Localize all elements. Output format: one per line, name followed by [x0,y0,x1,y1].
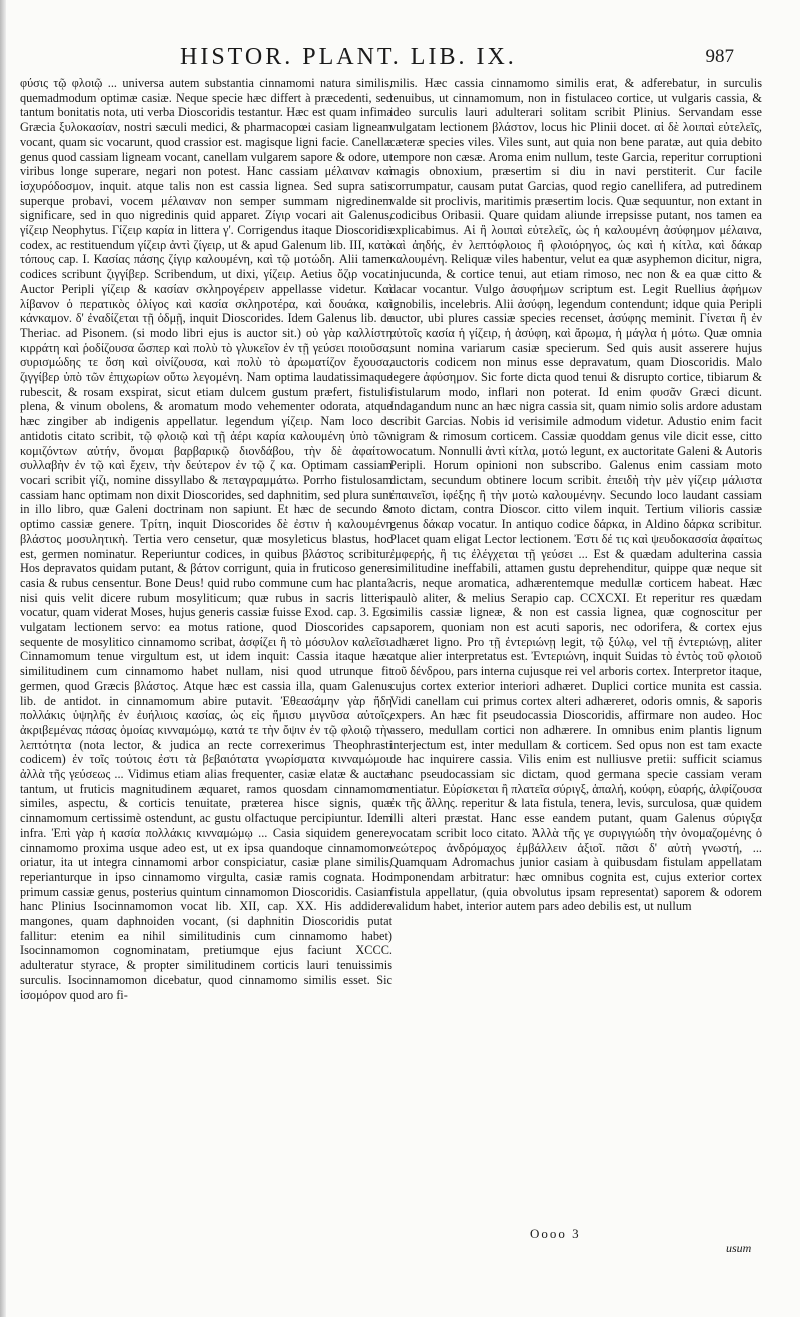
left-text-column [20,76,392,1236]
page-gutter-shadow [0,0,6,1317]
running-title: HISTOR. PLANT. LIB. IX. [180,44,517,70]
left-column-text: φύσις τῷ φλοιῷ ... universa autem substantia cinnamomi natura similis, quemadmodum optimæ casiæ. Neque specie hæc differt à præcedenti, sed tantum bonitatis nota, uti verba Dioscoridis testantur. Hæc est quam infima Græcia ξυλοκασίαν, nostri sæculi medici, & pharmacopœi casiam ligneam vocant, quam sic vocarunt, quod crassior est. magisque ligni facie. Canellæ genus quod cassiam ligneam vocant, canellam vulgarem sapore & odore, ut viribus longe superare, negari non potest. Hanc cassiam μέλαιναν καὶ ἰσχυρόδοσμον, inquit. atque talis non est cassia lignea. Sed supra satis superque probavi, vocem μέλαιναν non semper summam nigredinem significare, sed in quo nigredinis quid apparet. Ζίγιρ vocari ait Galenus, γίζειρ Neophytus. Γίζειρ καρία in littera γ'. Corrigendus itaque Dioscoridis codex, ac restituendum γίζειρ ἀντὶ ζίγειρ, ut & apud Galenum lib. III, κατὰ τόπους cap. I. Κασίας πάσης ζίγιρ καλουμένη, καὶ τῷ μοτώδη. Alii tamen codices scribunt ζιγγίβερ. Scribendum, ut dixi, γίζειρ. Aetius ὄζιρ vocat. Auctor Peripli γίζειρ & κασίαν σκληρογέρειν appellasse videtur. Καὶ λίβανον ὁ περατικὸς ὀλίγος καὶ κασία σκληροτέρα, καὶ δουάκα, καὶ κάνκαμον. δ' ἐναδίζεται τῇ ὀδμῇ, inquit Dioscorides. Idem Galenus lib. de Theriac. ad Pisonem. (si modo libri ejus is auctor sit.) οὐ γὰρ καλλίστη κιρράτη καὶ ῥοδίζουσα ὥσπερ καὶ πολὺ τὸ γλυκεῖον ἐν τῇ γεύσει ποιοῦσα, συρισμώδης τε ὅση καὶ οἰνίζουσα, καὶ πολὺ τὸ ἀρωματίζον ἔχουσα, ζιγγίβερ ὑπὸ τῶν ἐπιχωρίων οὕτω λεγομένη. Nam optima laudatissimaque rubescit, & rosam exspirat, sicut etiam dulcem gustum præfert, fistulis plena, & vinum obolens, & aromatum modo vehementer odorata, atque hæc zingiber ab indigenis appellatur. legendum γίζειρ. Nam loco de antidotis citato scribit, τῷ φλοιῷ καὶ τῇ ἀέρι καρία καλουμένη ὑπὸ τῶν κομιζόντων αὐτήν, ὄνομαι βαρβαρικῷ διονδάβου, τὴν δὲ ἀφαίτον συλλαβὴν ἐν τῷ καὶ ἔχειν, τὴν δεύτερον ἐν τῷ ζ κα. Optimam cassiam vocari scribit γίζι, nomine dissyllabo & πεταγραμμάτω. Porrho fistulosam cassiam hanc optimam non dixit Dioscorides, sed daphnitim, sed plura sunt in illo libro, quæ Galeni doctrinam non sapiunt. Et hæc de secundo & optimo cassiæ genere. Τρίτη, inquit Dioscorides δὲ ἐστιν ἡ καλουμένη βλάστος μοσυλητικὴ. Tertia vero censetur, quæ mosyleticus blastus, hoc est, germen nominatur. Reperiuntur codices, in quibus βλάστος scribitur. Hos depravatos quidam putant, & βάτον corrigunt, quia in fruticoso genere casia & rubus censentur. Bone Deus! quid rubo commune cum hac planta? nisi quis velit dicere rubum mosyliticum; quæ rubus in sacris litteris vocatur, quam viderat Moses, hujus generis cassiæ fuisse Exod. cap. 3. Ego vulgatam lectionem servo: ea motus ratione, quod Dioscorides cap. sequente de mosylitico cinnamomo scribat, ἀσφίζει ἢ τὸ μόσυλον καλεῖσι. Cinnamomum tenue virgultum est, ut idem inquit: Cassia itaque hæc similitudinem cum cinnamomo habet nullam, nisi quod utrunque fit germen, quod Græcis βλάστος. Atque hæc est cassia illa, quam Galenus lib. de antidot. in cinnamomum abire putavit. Ἐθεασάμην γὰρ ἤδη πολλάκις ὑψηλῆς ἐν ἐυήλιοις κασίας, ὡς εἰς ἥμισυ μιγνῦσα αὐτοῖς, ἀκριβεμένας πάσας ὁμοίας κινναμώμῳ, κατά τε τὴν ὄψιν ἐν τῷ φλοιῷ τὴν λεπτότητα (nota lector, & judica an recte correxerimus Theophrasti codicem) ἐν τοῖς τούτοις ἐστι τὰ βεβαιότατα γνωρίσματα κινναμώμου ἀλλὰ τῆς γεύσεως ... Vidimus etiam alias frequenter, casiæ elatæ & auctæ tantum, ut fruticis magnitudinem æquaret, ramos quosdam cinnamomo similes, aspectu, & corticis tenuitate, præterea hisce signis, quæ cinnamomum certissimè ostendunt, ac gustu olfactuque percipiuntur. Idem infra. Ἐπὶ γὰρ ἡ κασία πολλάκις κινναμώμῳ ... Casia siquidem genere, cinnamomo proxima usque adeo est, ut ex ipsa quandoque cinnamomon oriatur, ita ut integra cinnamomi arbor conspiciatur, casiæ plane similis, reperianturque in ipso cinnamomo virgulta, casiæ ramis cognata. Hoc primum cassiæ genus, posterius quintum cinnamomon Dioscoridis. Casiam hanc Plinius Isocinnamomon vocat lib. XII, cap. XX. His addidere mangones, quam daphnoiden vocant, (si daphnitin Dioscoridis putat fallitur: etenim ea nihil similitudinis cum cinnamomo habet) Isocinnamomon cognominatam, pretiumque ejus faciunt XCCC. adulteratur styrace, & propter similitudinem corticis lauri tenuissimis surculis. Isocinnamomon dicebatur, quod cinnamomo similis esset. Sic ἰσομόρον quod aro fi- [20,76,392,1002]
catchword: usum [726,1241,752,1255]
right-column-text: milis. Hæc cassia cinnamomo similis erat, & adferebatur, in surculis tenuibus, ut cinnamomum, non in fistulaceo cortice, ut vulgaris cassia, & ideo surculis lauri adulterari solitam scribit Plinius. Servandam esse vulgatam lectionem βλάστον, locus hic Plinii docet. αἱ δὲ λοιπαὶ εὐτελεῖς, cæteræ species viles. Viles sunt, aut quia non bene paratæ, aut quia debito tempore non cæsæ. Aroma enim nullum, teste Garcia, reperitur corruptioni magis obnoxium, præsertim si diu in navi perstiterit. Cur facile corrumpatur, causam putat Garcias, quod regio canellifera, ad putredinem valde sit proclivis, maritimis præsertim locis. Quæ sequuntur, non extant in codicibus Oribasii. Quare quidam aliunde irrepsisse putant, nos tamen ea explicabimus. Αἱ ἢ λοιπαὶ εὐτελεῖς, ὡς ἡ καλουμένη ἀσύφημον μέλαινα, καὶ ἀηδής, ἐν λεπτόφλοιος ἢ φλοιόρηγος, ὡς καὶ ἡ κίτλα, καὶ δάκαρ καλουμένη. Reliquæ viles habentur, velut ea quæ asyphemon dicitur, nigra, injucunda, & cortice tenui, aut etiam rimoso, nec non & ea quæ citto & dacar vocantur. Vulgo ἀσυφήμων scriptum est. Legit Ruellius ἀφήμων ignobilis, incelebris. Alii ἀσύφη, legendum contendunt; idque quia Peripli auctor, ubi plures cassiæ species recenset, ἀσύφης meminit. Γίνεται ἢ ἐν αὐτοῖς κασία ἡ γίζειρ, ἡ ἀσύφη, καὶ ἄρωμα, ἡ μάγλα ἡ μότω. Quæ omnia sunt nomina variarum casiæ specierum. Sed quis ausit asserere hujus auctoris codicem non minus esse depravatum, quam Dioscoridis. Malo legere ἀφύσημον. Sic forte dicta quod tenui & disrupto cortice, tibiarum & fistularum modo, inflari non poterat. Id enim φυσᾶν Græci dicunt. Indagandum nunc an hæc nigra cassia sit, quam nimio solis ardore adustam scribit Garcias. Nobis id verisimile admodum videtur. Adustio enim facit nigram & rimosum corticem. Cassiæ quoddam genus vile dicit esse, citto vocatum. Nonnulli ἀντὶ κίτλα, μοτώ legunt, ex auctoritate Galeni & Autoris Peripli. Horum opinioni non subscribo. Galenus enim cassiam moto dictam, secundum obtinere locum scribit. ἐπειδὴ τὴν μὲν γίζειρ μάλιστα ἐπαινεῖσι, ἰφέξης ἢ τὴν μοτὼ καλουμένην. Secundo loco laudant cassiam moto dictam, contra Dioscor. citto vilem inquit. Tertium vilioris cassiæ genus δάκαρ vocatur. In antiquo codice δάρκα, in Aldino δάρκα scribitur. Placet quam eligat Lector lectionem. Ἐστι δέ τις καὶ ψευδοκασσία ἀφαίτως ἐμφερής, ἣ τις ἐλέγχεται τῇ γεύσει ... Est & quædam adulterina cassia similitudine ineffabili, attamen gustu deprehenditur, quippe quæ neque sit acris, neque aromatica, adhærentemque medullæ corticem habeat. Hæc paulò aliter, & melius Serapio cap. CCXCXI. Et reperitur res quædam similis cassiæ ligneæ, & non est cassia lignea, quæ cognoscitur per saporem, quoniam non est acuti saporis, nec odorifera, & cortex ejus adhæret ligno. Pro τῇ ἐντεριώνῃ legit, τῷ ξύλῳ, vel τῇ ἐντεριώνῃ, aliter atque alier interpretatus est. Ἐντεριώνη, inquit Suidas τὸ ἐντὸς τοῦ φλοιοῦ τοῦ δένδρου, pars interna cujusque rei vel arboris cortex. Interpretor itaque, cujus cortex exterior interiori adhæret. Duplici cortice munita est cassia. Vidi canellam cui primus cortex alteri adhæreret, odoris omnis, & saporis expers. An hæc fit pseudocassia Dioscoridis, affirmare non audeo. Hoc assero, medullam cortici non adhærere. In omnibus enim plantis lignum interjectum est, inter medullam & corticem. Sed opus non est tam exacte de hac inquirere cassia. Vilis enim est nulliusve pretii: sufficit sciamus hanc pseudocassiam sic dictam, quod germana specie cassiam veram mentiatur. Εὑρίσκεται ἢ πλατεῖα σύριγξ, ἁπαλή, κούφη, εὐαρής, ἀλφίζουσα ἐκ τῆς ἄλλης. reperitur & lata fistula, tenera, levis, surculosa, quæ quidem illi alteri præstat. Hanc esse eandem putant, quam Galenus σύριγξα vocatam scribit loco citato. Ἀλλὰ τῆς γε συριγγιώδη τὴν ὀνομαζομένης ὁ νεώτερος ἀνδρόμαχος ἐμβάλλειν ἀξιοῖ. πᾶσι δ' αὐτὴ γνωστή, ... Quamquam Adromachus junior casiam à quibusdam fistulam appellatam imponendam arbitratur: hæc omnibus cognita est, cujus exterior cortex fistula appellatur, (quia obvolutus ipsam representat) saporem & odorem validum habet, interior autem pars adeo debilis est, ut nullum [390,76,762,914]
right-text-column [390,76,762,1236]
page-number: 987 [705,46,734,67]
signature-mark: Oooo 3 [530,1226,581,1241]
running-head [40,42,740,72]
